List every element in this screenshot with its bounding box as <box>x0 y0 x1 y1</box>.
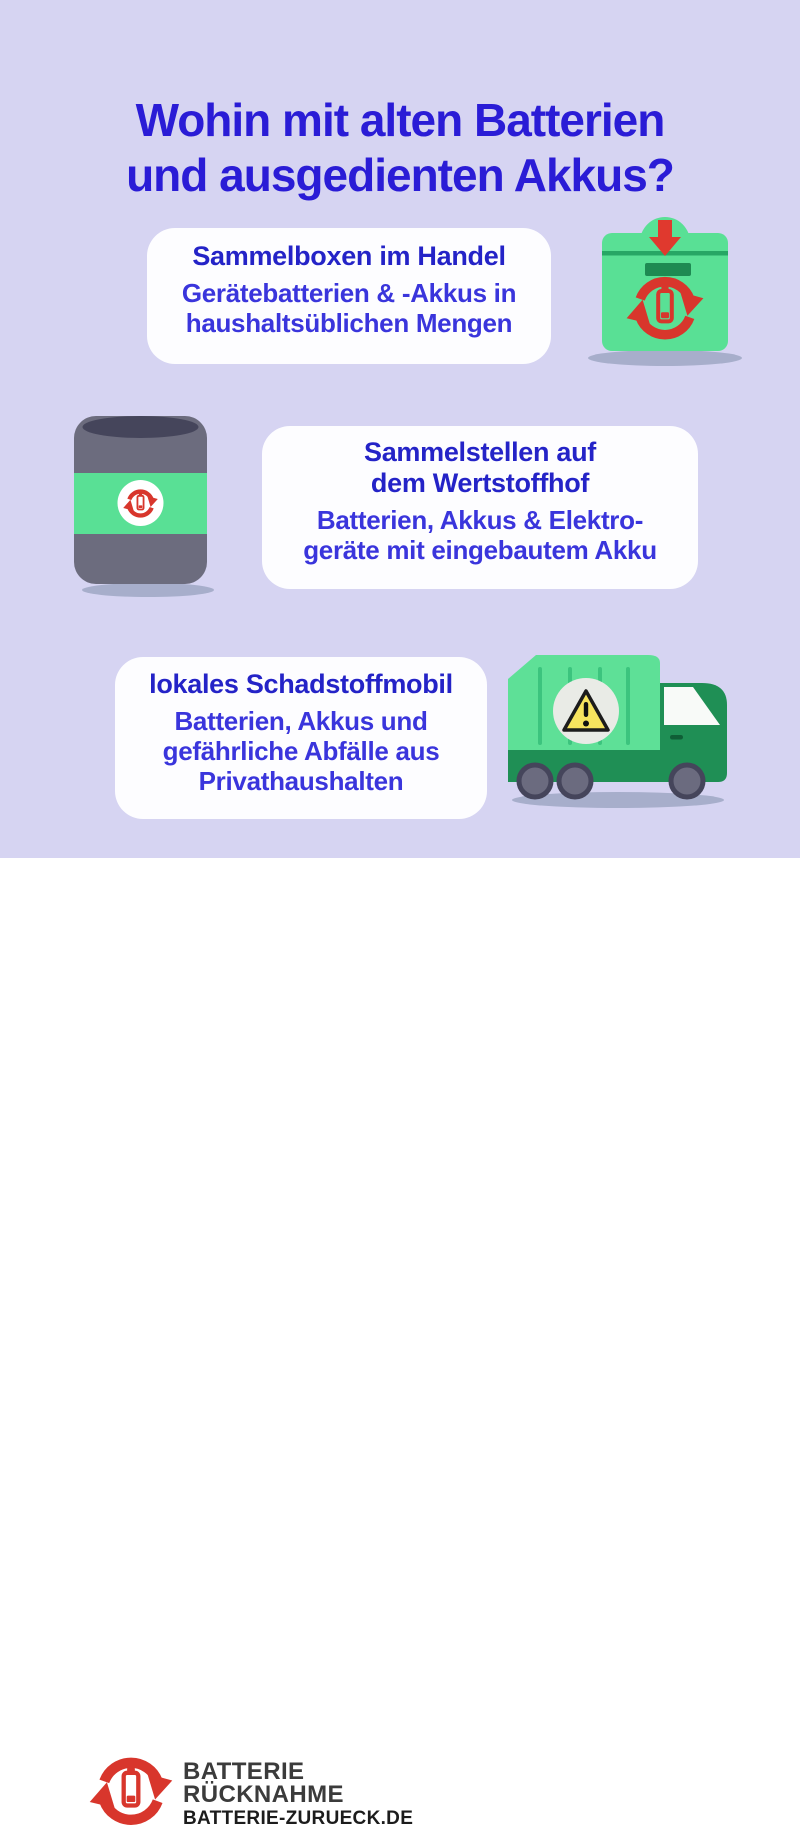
card-heading-line: dem Wertstoffhof <box>370 468 590 498</box>
brand-name-line-1: BATTERIE <box>183 1758 305 1785</box>
card-schadstoffmobil <box>115 657 487 819</box>
card-body-line: Batterien, Akkus & Elektro- <box>316 505 644 535</box>
card-heading <box>262 437 698 499</box>
brand-website: BATTERIE-ZURUECK.DE <box>183 1808 414 1829</box>
card-heading <box>147 241 551 272</box>
card-body-line: Privathaushalten <box>198 766 404 796</box>
door-handle <box>670 735 683 740</box>
shadow-ellipse <box>82 583 214 597</box>
card-wertstoffhof <box>262 426 698 589</box>
exclamation-bar <box>584 702 588 717</box>
battery-recycle-logo <box>88 1747 174 1833</box>
shadow-ellipse <box>588 350 742 366</box>
card-body-line: geräte mit eingebautem Akku <box>303 535 657 565</box>
card-heading-line: Sammelboxen im Handel <box>192 241 506 271</box>
exclamation-dot <box>583 721 589 727</box>
brand-block <box>183 1760 413 1829</box>
battery-recycle-icon <box>90 1763 173 1820</box>
recycle-badge-circle <box>118 480 164 526</box>
page-title-line-2: und ausgedienten Akkus? <box>126 148 674 201</box>
collection-box-icon <box>585 212 750 367</box>
barrel-opening <box>83 416 199 438</box>
card-body <box>262 505 698 565</box>
card-body-line: haushaltsüblichen Mengen <box>185 308 513 338</box>
hazardous-waste-truck-icon <box>498 645 738 810</box>
brand-name-line-2: RÜCKNAHME <box>183 1781 344 1808</box>
waste-barrel-icon <box>68 402 218 598</box>
card-heading-line: Sammelstellen auf <box>364 437 596 467</box>
card-retail-collection-boxes <box>147 228 551 364</box>
down-arrow-icon <box>658 220 672 238</box>
card-heading <box>115 669 487 700</box>
card-body <box>147 278 551 338</box>
box-slot <box>645 263 691 276</box>
footer <box>0 858 800 1829</box>
page-title <box>0 93 800 203</box>
card-body-line: Batterien, Akkus und <box>174 706 428 736</box>
card-body-line: Gerätebatterien & -Akkus in <box>181 278 517 308</box>
card-body <box>115 706 487 796</box>
card-heading-line: lokales Schadstoffmobil <box>149 669 453 699</box>
card-body-line: gefährliche Abfälle aus <box>162 736 440 766</box>
page-title-line-1: Wohin mit alten Batterien <box>135 93 665 146</box>
